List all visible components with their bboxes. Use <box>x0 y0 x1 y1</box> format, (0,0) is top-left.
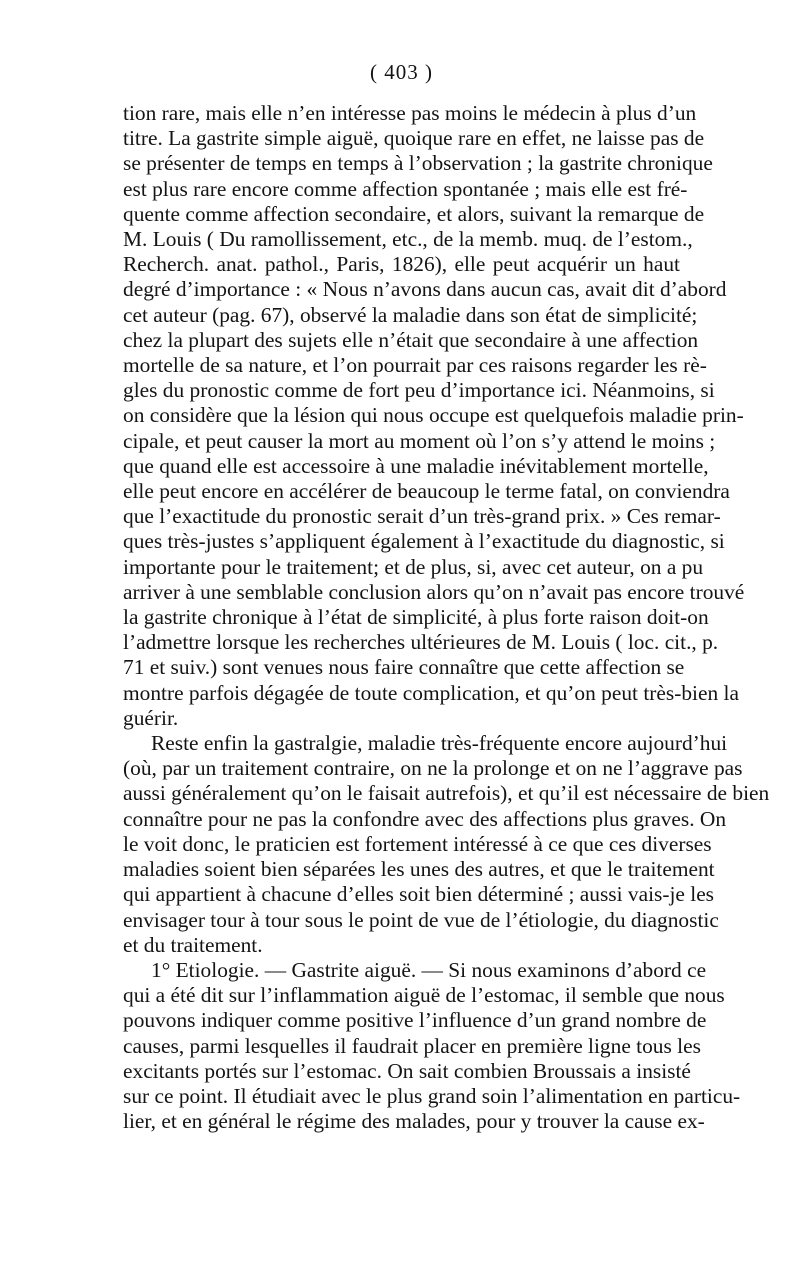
body-text <box>123 101 770 1134</box>
text-line: connaître pour ne pas la confondre avec des affections plus graves. On <box>123 806 727 831</box>
text-line: Reste enfin la gastralgie, maladie très-fréquente encore aujourd’hui <box>151 731 728 756</box>
text-line: est plus rare encore comme affection spontanée ; mais elle est fré- <box>123 176 688 201</box>
text-line: guérir. <box>123 705 179 730</box>
text-line: arriver à une semblable conclusion alors qu’on n’avait pas encore trouvé <box>123 579 745 604</box>
text-line: titre. La gastrite simple aiguë, quoique rare en effet, ne laisse pas de <box>123 126 705 151</box>
text-line: gles du pronostic comme de fort peu d’importance ici. Néanmoins, si <box>123 378 715 403</box>
text-line: tion rare, mais elle n’en intéresse pas moins le médecin à plus d’un <box>123 101 697 125</box>
text-line: l’admettre lorsque les recherches ultérieures de M. Louis ( loc. cit., p. <box>123 630 719 655</box>
text-line: qui appartient à chacune d’elles soit bien déterminé ; aussi vais-je les <box>123 882 715 907</box>
text-line: importante pour le traitement; et de plus, si, avec cet auteur, on a pu <box>123 554 704 579</box>
text-line: M. Louis ( Du ramollissement, etc., de la memb. muq. de l’estom., <box>123 227 693 252</box>
text-line: sur ce point. Il étudiait avec le plus grand soin l’alimentation en particu- <box>123 1083 741 1108</box>
text-line: se présenter de temps en temps à l’observation ; la gastrite chronique <box>123 151 713 176</box>
text-line: le voit donc, le praticien est fortement intéressé à ce que ces diverses <box>123 831 712 856</box>
text-line: excitants portés sur l’estomac. On sait combien Broussais a insisté <box>123 1058 691 1083</box>
text-line: elle peut encore en accélérer de beaucoup le terme fatal, on conviendra <box>123 479 730 504</box>
text-line: que quand elle est accessoire à une maladie inévitablement mortelle, <box>123 453 709 478</box>
text-line: Recherch. anat. pathol., Paris, 1826), elle peut acquérir un haut <box>123 252 680 277</box>
text-line: qui a été dit sur l’inflammation aiguë de l’estomac, il semble que nous <box>123 983 725 1008</box>
text-line: lier, et en général le régime des malades, pour y trouver la cause ex- <box>123 1109 705 1134</box>
text-line: degré d’importance : « Nous n’avons dans aucun cas, avait dit d’abord <box>123 277 727 302</box>
text-line: cipale, et peut causer la mort au moment où l’on s’y attend le moins ; <box>123 428 716 453</box>
page-number: ( 403 ) <box>370 60 433 84</box>
text-line: maladies soient bien séparées les unes des autres, et que le traitement <box>123 857 715 882</box>
book-page <box>123 60 770 1134</box>
text-line: aussi généralement qu’on le faisait autrefois), et qu’il est nécessaire de bien <box>123 781 770 806</box>
text-line: et du traitement. <box>123 932 263 957</box>
text-line: chez la plupart des sujets elle n’était que secondaire à une affection <box>123 327 699 352</box>
text-line: la gastrite chronique à l’état de simplicité, à plus forte raison doit-on <box>123 605 709 630</box>
text-line: envisager tour à tour sous le point de vue de l’étiologie, du diagnostic <box>123 907 719 932</box>
text-line: on considère que la lésion qui nous occupe est quelquefois maladie prin- <box>123 403 744 428</box>
text-line: mortelle de sa nature, et l’on pourrait par ces raisons regarder les rè- <box>123 353 707 378</box>
text-line: montre parfois dégagée de toute complication, et qu’on peut très-bien la <box>123 680 739 705</box>
text-line: cet auteur (pag. 67), observé la maladie dans son état de simplicité; <box>123 302 698 327</box>
text-line: ques très-justes s’appliquent également à l’exactitude du diagnostic, si <box>123 529 725 554</box>
text-line: (où, par un traitement contraire, on ne la prolonge et on ne l’aggrave pas <box>123 756 743 781</box>
text-line: pouvons indiquer comme positive l’influence d’un grand nombre de <box>123 1008 707 1033</box>
text-line: 1° Etiologie. — Gastrite aiguë. — Si nous examinons d’abord ce <box>151 957 707 982</box>
text-line: causes, parmi lesquelles il faudrait placer en première ligne tous les <box>123 1033 701 1058</box>
text-line: que l’exactitude du pronostic serait d’un très-grand prix. » Ces remar- <box>123 504 721 529</box>
text-line: 71 et suiv.) sont venues nous faire connaître que cette affection se <box>123 655 685 680</box>
text-line: quente comme affection secondaire, et alors, suivant la remarque de <box>123 201 705 226</box>
